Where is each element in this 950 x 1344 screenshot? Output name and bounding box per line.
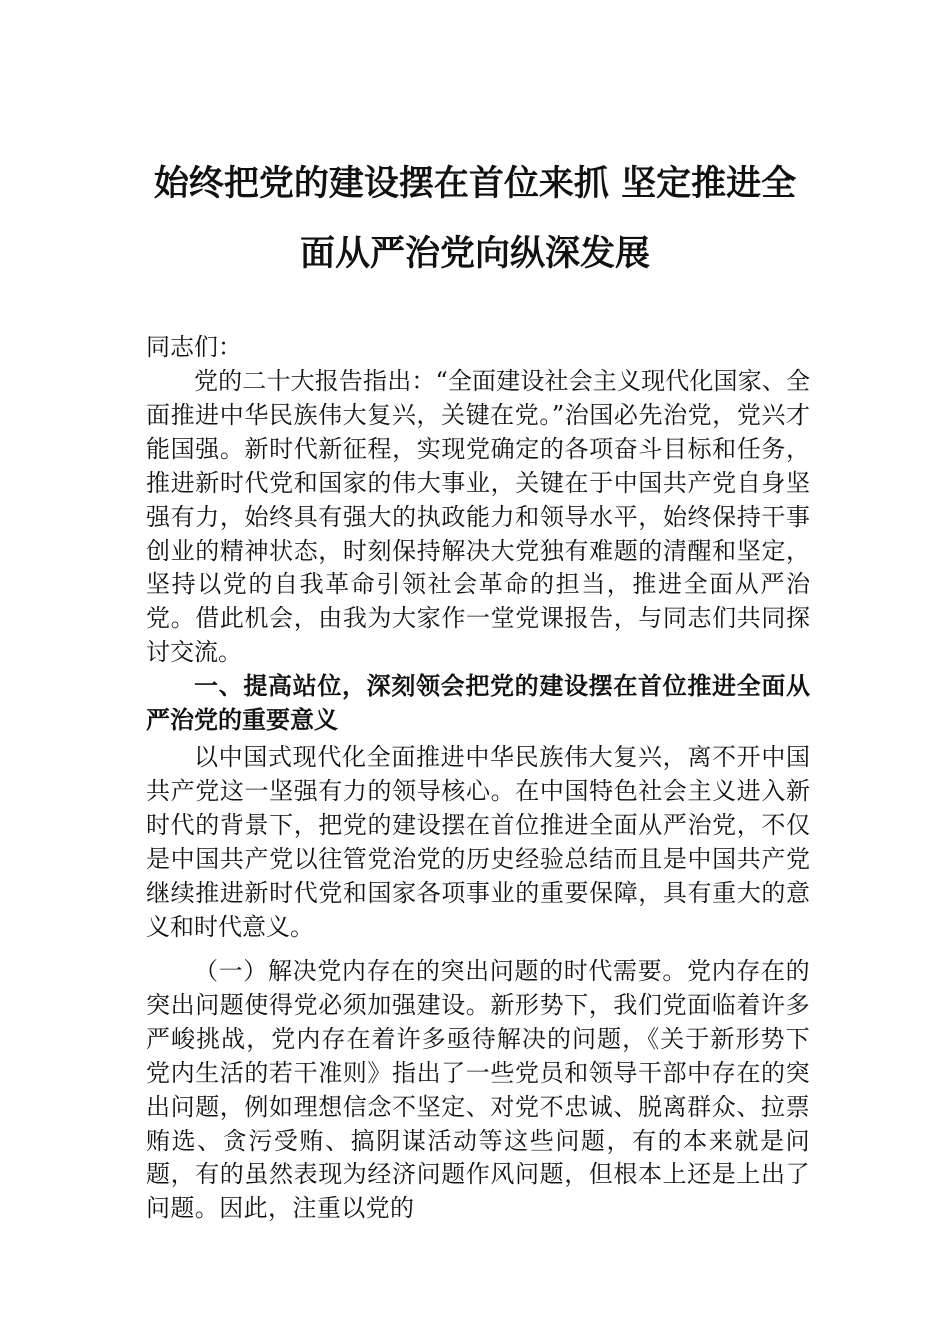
document-title-line1: 始终把党的建设摆在首位来抓 坚定推进全 (153, 163, 797, 204)
paragraph-intro: 党的二十大报告指出：“全面建设社会主义现代化国家、全面推进中华民族伟大复兴，关键在党。”治国必先治党，党兴才能国强。新时代新征程，实现党确定的各项奋斗目标和任务，推进新时代党和国家的伟大事业，关键在于中国共产党自身坚强有力，始终具有强大的执政能力和领导水平，始终保持干事创业的精神状态，时刻保持解决大党独有难题的清醒和坚定，坚持以党的自我革命引领社会革命的担当，推进全面从严治党。借此机会，由我为大家作一堂党课报告，与同志们共同探讨交流。 (146, 367, 810, 667)
paragraph-subsection-1: （一）解决党内存在的突出问题的时代需要。党内存在的突出问题使得党必须加强建设。新形势下，我们党面临着许多严峻挑战，党内存在着许多亟待解决的问题，《关于新形势下党内生活的若干准则》指出了一些党员和领导干部中存在的突出问题，例如理想信念不坚定、对党不忠诚、脱离群众、拉票贿选、贪污受贿、搞阴谋活动等这些问题，有的本来就是问题，有的虽然表现为经济问题作风问题，但根本上还是上出了问题。因此，注重以党的 (146, 957, 810, 1223)
section-heading-1: 一、提高站位，深刻领会把党的建设摆在首位推进全面从严治党的重要意义 (146, 672, 810, 734)
paragraph-section-1: 以中国式现代化全面推进中华民族伟大复兴，离不开中国共产党这一坚强有力的领导核心。在中国特色社会主义进入新时代的背景下，把党的建设摆在首位推进全面从严治党，不仅是中国共产党以往管党治党的历史经验总结而且是中国共产党继续推进新时代党和国家各项事业的重要保障，具有重大的意义和时代意义。 (146, 743, 810, 941)
salutation: 同志们： (146, 333, 242, 361)
document-title-line2: 面从严治党向纵深发展 (299, 233, 650, 274)
